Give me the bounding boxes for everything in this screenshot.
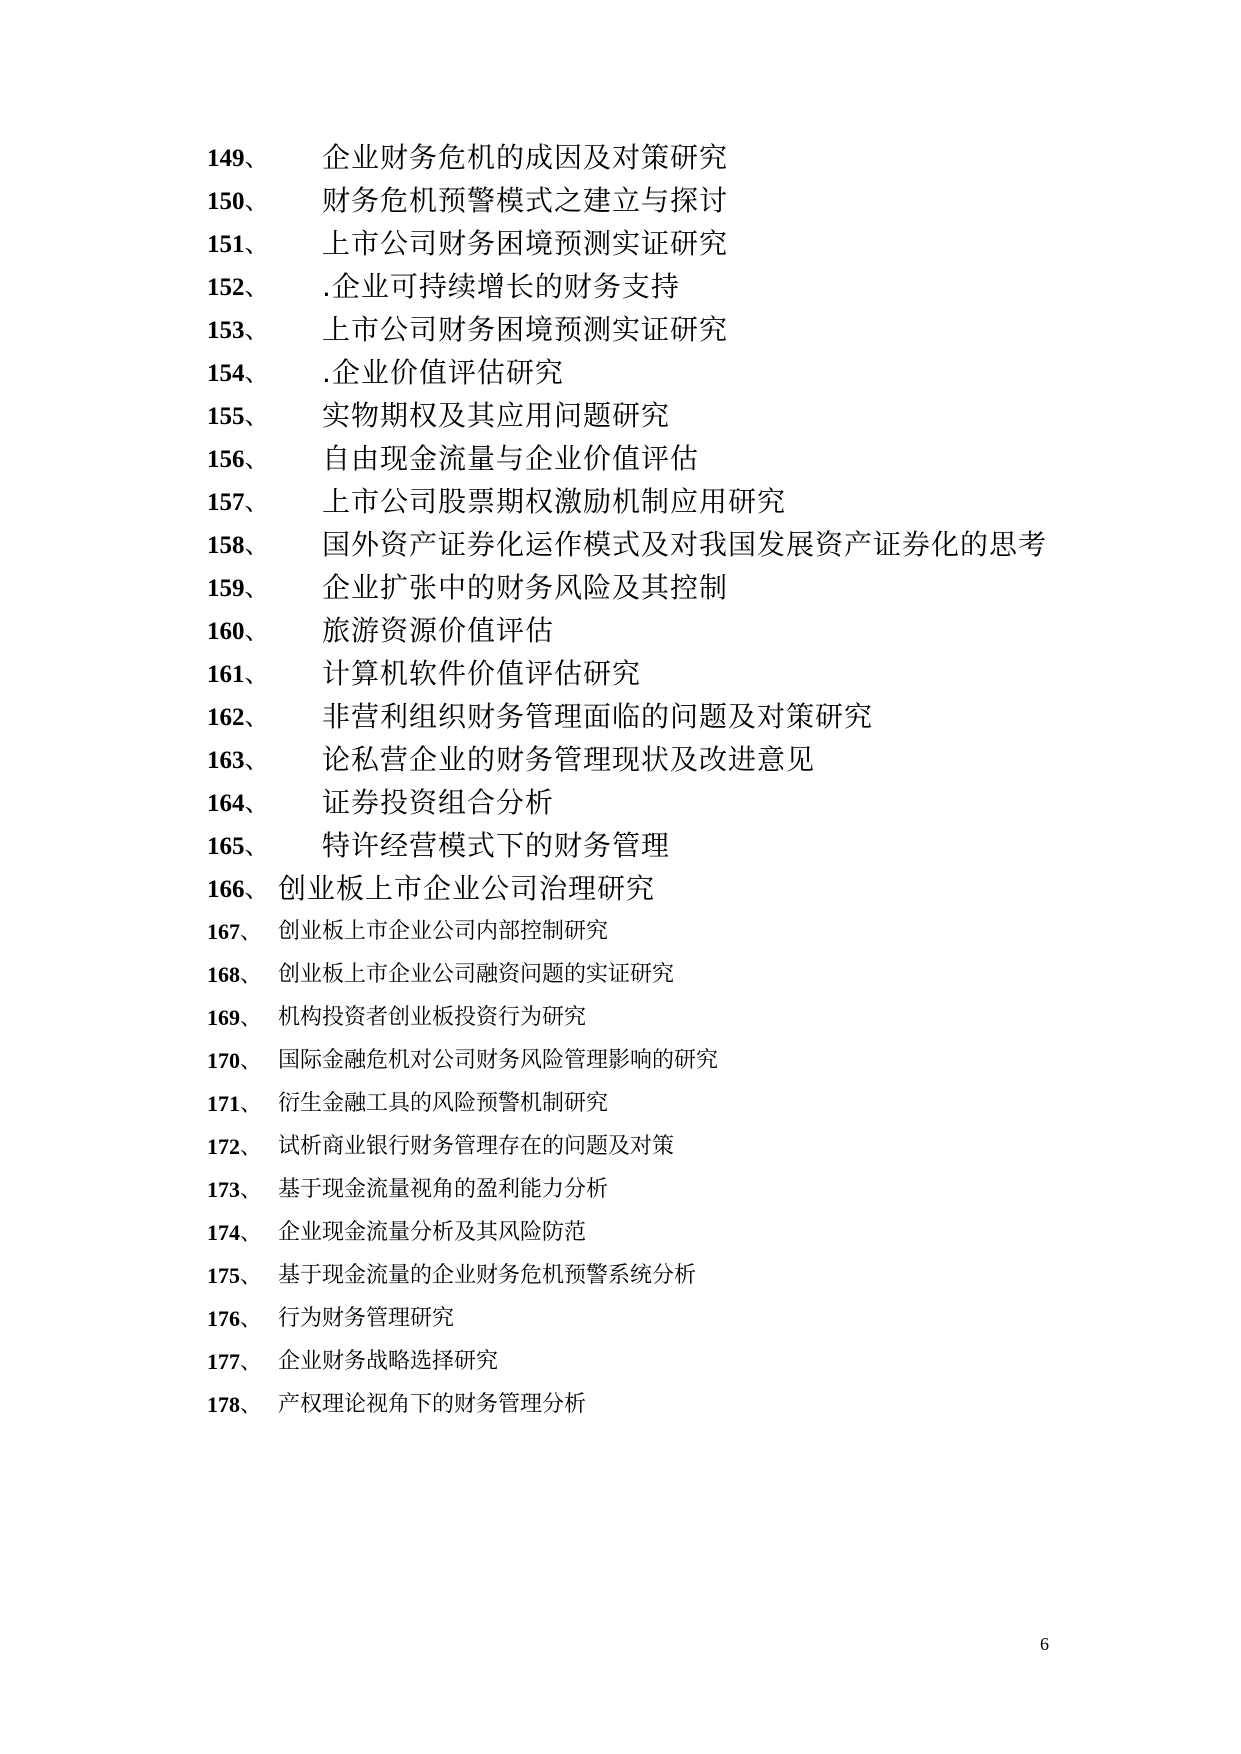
item-number-digits: 174 [207,1220,240,1245]
item-title: 特许经营模式下的财务管理 [322,829,671,862]
item-number-digits: 157 [207,489,245,516]
item-number [207,396,270,437]
item-number-digits: 173 [207,1177,240,1202]
item-number [207,826,270,867]
item-title: 上市公司股票期权激励机制应用研究 [322,485,787,518]
item-number-digits: 165 [207,833,245,860]
item-title: 上市公司财务困境预测实证研究 [322,313,729,346]
item-title: 产权理论视角下的财务管理分析 [278,1392,587,1417]
item-title: 衍生金融工具的风险预警机制研究 [278,1091,609,1116]
item-separator: 、 [244,659,270,688]
item-number-digits: 171 [207,1091,240,1116]
item-number-digits: 151 [207,231,245,258]
item-number-digits: 152 [207,274,245,301]
item-separator: 、 [244,487,270,516]
item-title: 非营利组织财务管理面临的问题及对策研究 [322,700,874,733]
item-title: 证券投资组合分析 [322,786,555,819]
item-number-digits: 159 [207,575,245,602]
item-number-digits: 162 [207,704,245,731]
item-number [207,439,270,480]
item-number [207,1170,262,1211]
item-title: 国外资产证券化运作模式及对我国发展资产证券化的思考 [322,528,1048,561]
item-number-digits: 164 [207,790,245,817]
item-number [207,568,270,609]
item-number [207,353,270,394]
item-title: 计算机软件价值评估研究 [322,657,642,690]
item-number-digits: 154 [207,360,245,387]
item-number [207,912,262,953]
item-title: .企业价值评估研究 [322,356,564,389]
item-number-digits: 155 [207,403,245,430]
item-number-digits: 172 [207,1134,240,1159]
item-number-digits: 153 [207,317,245,344]
item-title: 试析商业银行财务管理存在的问题及对策 [278,1134,675,1159]
item-separator: 、 [244,358,270,387]
item-number-digits: 178 [207,1392,240,1417]
item-number [207,998,262,1039]
item-separator: 、 [244,530,270,559]
item-number [207,869,270,910]
item-separator: 、 [244,272,270,301]
item-number-digits: 161 [207,661,245,688]
item-title: 企业现金流量分析及其风险防范 [278,1220,587,1245]
item-title: 实物期权及其应用问题研究 [322,399,671,432]
item-number [207,955,262,996]
item-separator: 、 [240,1307,263,1332]
item-separator: 、 [244,874,270,903]
item-title: 论私营企业的财务管理现状及改进意见 [322,743,816,776]
item-title: 基于现金流量的企业财务危机预警系统分析 [278,1263,697,1288]
item-title: 企业财务战略选择研究 [278,1349,499,1374]
item-separator: 、 [244,186,270,215]
item-number [207,1127,262,1168]
item-separator: 、 [240,1350,263,1375]
item-title: 创业板上市企业公司治理研究 [278,872,656,905]
item-title: 国际金融危机对公司财务风险管理影响的研究 [278,1048,719,1073]
item-number [207,783,270,824]
item-number [207,525,270,566]
item-number [207,1041,262,1082]
item-separator: 、 [244,401,270,430]
item-separator: 、 [244,788,270,817]
item-title: 企业财务危机的成因及对策研究 [322,141,729,174]
item-number [207,1084,262,1125]
item-separator: 、 [240,1049,263,1074]
item-separator: 、 [244,702,270,731]
item-title: 企业扩张中的财务风险及其控制 [322,571,729,604]
item-separator: 、 [240,1006,263,1031]
item-number-digits: 149 [207,145,245,172]
item-number-digits: 175 [207,1263,240,1288]
item-separator: 、 [244,315,270,344]
item-number-digits: 158 [207,532,245,559]
item-number [207,1385,262,1426]
item-separator: 、 [244,745,270,774]
item-title: 自由现金流量与企业价值评估 [322,442,700,475]
item-number-digits: 163 [207,747,245,774]
item-number [207,310,270,351]
item-title: 上市公司财务困境预测实证研究 [322,227,729,260]
item-separator: 、 [240,1264,263,1289]
item-title: 创业板上市企业公司内部控制研究 [278,919,609,944]
item-number [207,740,270,781]
item-separator: 、 [240,1092,263,1117]
item-separator: 、 [244,143,270,172]
item-title: 财务危机预警模式之建立与探讨 [322,184,729,217]
item-number-digits: 150 [207,188,245,215]
item-title: .企业可持续增长的财务支持 [322,270,680,303]
item-separator: 、 [240,920,263,945]
item-number-digits: 166 [207,876,245,903]
item-title: 旅游资源价值评估 [322,614,555,647]
item-number [207,1256,262,1297]
item-number [207,611,270,652]
item-number-digits: 167 [207,919,240,944]
item-number-digits: 168 [207,962,240,987]
item-separator: 、 [240,1135,263,1160]
item-separator: 、 [244,573,270,602]
item-number [207,181,270,222]
item-separator: 、 [240,1393,263,1418]
item-title: 行为财务管理研究 [278,1306,455,1331]
page-number: 6 [1040,1634,1049,1654]
item-number [207,482,270,523]
item-separator: 、 [244,616,270,645]
item-number [207,697,270,738]
item-separator: 、 [240,963,263,988]
item-separator: 、 [244,831,270,860]
item-separator: 、 [244,444,270,473]
item-number-digits: 176 [207,1306,240,1331]
item-title: 机构投资者创业板投资行为研究 [278,1005,587,1030]
item-number-digits: 177 [207,1349,240,1374]
item-number [207,654,270,695]
item-number-digits: 160 [207,618,245,645]
item-number [207,138,270,179]
item-separator: 、 [244,229,270,258]
item-separator: 、 [240,1178,263,1203]
item-title: 创业板上市企业公司融资问题的实证研究 [278,962,675,987]
item-number [207,1299,262,1340]
item-number [207,224,270,265]
item-number-digits: 170 [207,1048,240,1073]
item-number [207,267,270,308]
item-separator: 、 [240,1221,263,1246]
item-number [207,1342,262,1383]
item-number [207,1213,262,1254]
item-number-digits: 169 [207,1005,240,1030]
item-title: 基于现金流量视角的盈利能力分析 [278,1177,609,1202]
item-number-digits: 156 [207,446,245,473]
